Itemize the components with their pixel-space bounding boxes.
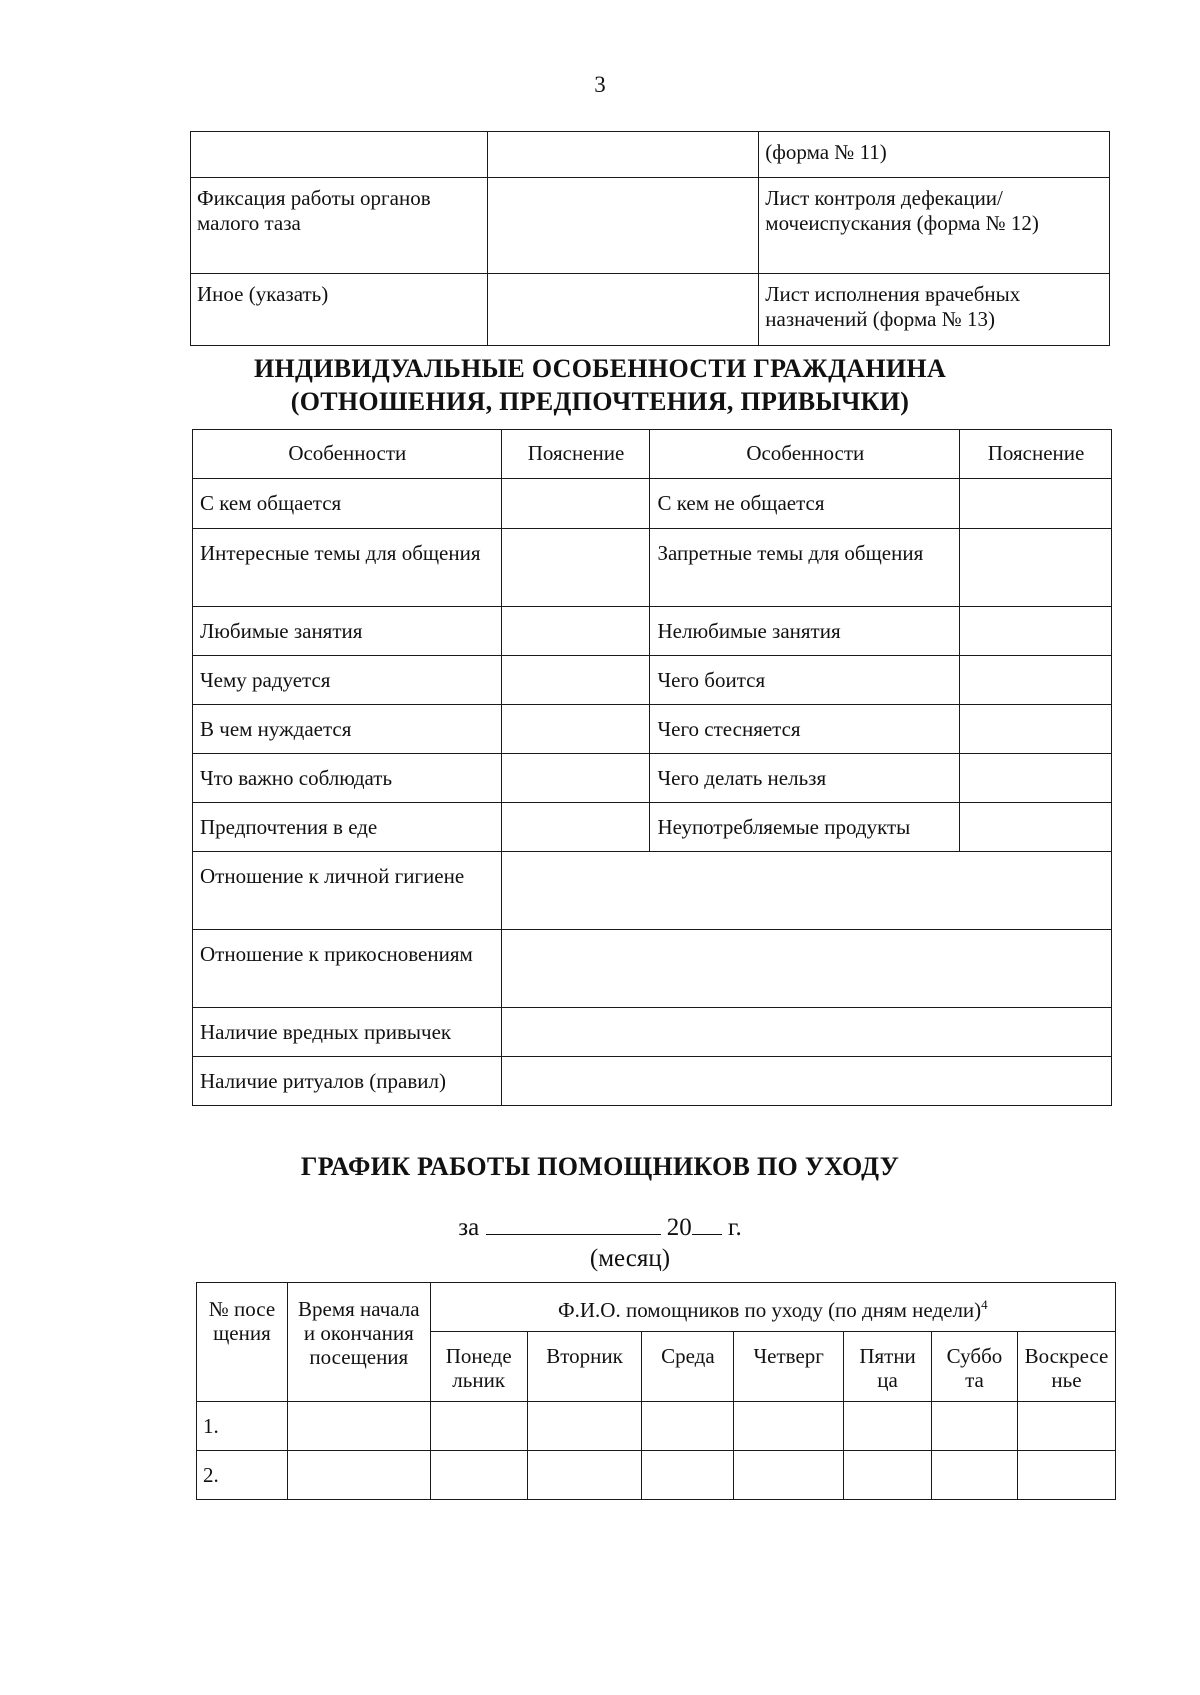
table-cell bbox=[287, 1451, 430, 1500]
table-header-row bbox=[193, 430, 1112, 479]
feature-label: Любимые занятия bbox=[193, 607, 502, 656]
schedule-heading: ГРАФИК РАБОТЫ ПОМОЩНИКОВ ПО УХОДУ bbox=[300, 1152, 900, 1181]
table-cell bbox=[487, 274, 759, 346]
feature-label: Запретные темы для общения bbox=[650, 529, 960, 607]
table-row bbox=[191, 178, 1110, 274]
group-header-text: Ф.И.О. помощников по уходу (по дням недели) bbox=[558, 1297, 982, 1322]
table-row bbox=[193, 1008, 1112, 1057]
feature-label: Чему радуется bbox=[193, 656, 502, 705]
feature-value bbox=[501, 803, 650, 852]
table-row bbox=[193, 705, 1112, 754]
table-cell bbox=[1017, 1451, 1115, 1500]
table-row bbox=[191, 274, 1110, 346]
column-header: Пояснение bbox=[960, 430, 1112, 479]
feature-label: Отношение к прикосновениям bbox=[193, 930, 502, 1008]
column-group-header bbox=[430, 1283, 1115, 1332]
month-blank bbox=[486, 1210, 661, 1235]
footnote-marker: 4 bbox=[981, 1296, 988, 1312]
table-cell bbox=[734, 1402, 844, 1451]
day-header bbox=[844, 1332, 932, 1402]
table-row bbox=[193, 1057, 1112, 1106]
feature-value bbox=[960, 529, 1112, 607]
feature-value bbox=[960, 754, 1112, 803]
features-heading-line1: ИНДИВИДУАЛЬНЫЕ ОСОБЕННОСТИ ГРАЖДАНИНА bbox=[253, 354, 947, 383]
feature-label: Чего стесняется bbox=[650, 705, 960, 754]
day-header bbox=[527, 1332, 642, 1402]
table-cell bbox=[527, 1402, 642, 1451]
period-suffix: г. bbox=[728, 1214, 742, 1241]
feature-label: Наличие ритуалов (правил) bbox=[193, 1057, 502, 1106]
table-cell bbox=[1017, 1402, 1115, 1451]
table-cell: Лист исполнения врачебных назначений (форма № 13) bbox=[759, 274, 1110, 346]
table-cell bbox=[642, 1451, 734, 1500]
day-header bbox=[932, 1332, 1018, 1402]
day-label: Понедельник bbox=[445, 1344, 512, 1392]
feature-value bbox=[501, 656, 650, 705]
feature-label: Интересные темы для общения bbox=[193, 529, 502, 607]
visit-time-header: Время начала и окончания посещения bbox=[298, 1297, 420, 1369]
table-cell bbox=[527, 1451, 642, 1500]
features-heading bbox=[0, 352, 1200, 418]
feature-label: Чего делать нельзя bbox=[650, 754, 960, 803]
period-caption: (месяц) bbox=[589, 1245, 671, 1272]
day-header bbox=[642, 1332, 734, 1402]
table-row bbox=[197, 1451, 1116, 1500]
table-cell: Иное (указать) bbox=[191, 274, 488, 346]
table-cell bbox=[844, 1402, 932, 1451]
visit-number: 1. bbox=[197, 1402, 288, 1451]
table-cell bbox=[844, 1451, 932, 1500]
day-label: Четверг bbox=[753, 1344, 824, 1368]
table-row bbox=[191, 132, 1110, 178]
feature-value bbox=[960, 479, 1112, 529]
feature-value bbox=[501, 705, 650, 754]
period-year: 20 bbox=[666, 1214, 692, 1241]
table-cell bbox=[642, 1402, 734, 1451]
day-label: Вторник bbox=[546, 1344, 623, 1368]
feature-label: Наличие вредных привычек bbox=[193, 1008, 502, 1057]
table-row bbox=[193, 529, 1112, 607]
column-header: Пояснение bbox=[501, 430, 650, 479]
feature-value bbox=[501, 479, 650, 529]
table-row bbox=[193, 656, 1112, 705]
table-cell: Фиксация работы органов малого таза bbox=[191, 178, 488, 274]
column-header: Особенности bbox=[193, 430, 502, 479]
table-row bbox=[197, 1402, 1116, 1451]
day-header bbox=[1017, 1332, 1115, 1402]
table-cell bbox=[430, 1451, 527, 1500]
table-row bbox=[193, 754, 1112, 803]
feature-label: Предпочтения в еде bbox=[193, 803, 502, 852]
schedule-table bbox=[196, 1282, 1116, 1500]
period-prefix: за bbox=[458, 1214, 480, 1241]
feature-value bbox=[960, 607, 1112, 656]
visit-number-header: № посещения bbox=[208, 1297, 276, 1345]
table-row bbox=[193, 852, 1112, 930]
table-cell bbox=[487, 178, 759, 274]
table-cell bbox=[487, 132, 759, 178]
features-heading-line2: (ОТНОШЕНИЯ, ПРЕДПОЧТЕНИЯ, ПРИВЫЧКИ) bbox=[290, 387, 910, 416]
table-cell bbox=[287, 1402, 430, 1451]
table-row bbox=[193, 607, 1112, 656]
table-header-row bbox=[197, 1283, 1116, 1332]
feature-label: Чего боится bbox=[650, 656, 960, 705]
column-header bbox=[287, 1283, 430, 1402]
period-line bbox=[0, 1210, 1200, 1242]
feature-label: С кем не общается bbox=[650, 479, 960, 529]
day-header bbox=[734, 1332, 844, 1402]
day-label: Воскресенье bbox=[1024, 1344, 1109, 1392]
feature-label: Отношение к личной гигиене bbox=[193, 852, 502, 930]
table-cell bbox=[191, 132, 488, 178]
day-label: Суббота bbox=[946, 1344, 1003, 1392]
feature-label: В чем нуждается bbox=[193, 705, 502, 754]
column-header: Особенности bbox=[650, 430, 960, 479]
page-number: 3 bbox=[594, 72, 606, 97]
table-cell bbox=[734, 1451, 844, 1500]
feature-value bbox=[501, 754, 650, 803]
feature-label: Неупотребляемые продукты bbox=[650, 803, 960, 852]
feature-value bbox=[501, 930, 1111, 1008]
day-label: Пятница bbox=[859, 1344, 916, 1392]
feature-value bbox=[501, 852, 1111, 930]
feature-value bbox=[501, 607, 650, 656]
day-label: Среда bbox=[661, 1344, 715, 1368]
table-cell bbox=[932, 1402, 1018, 1451]
table-cell: (форма № 11) bbox=[759, 132, 1110, 178]
table-row bbox=[193, 930, 1112, 1008]
table-cell bbox=[932, 1451, 1018, 1500]
year-blank bbox=[692, 1210, 722, 1235]
feature-value bbox=[501, 1008, 1111, 1057]
visit-number: 2. bbox=[197, 1451, 288, 1500]
top-continuation-table bbox=[190, 131, 1110, 346]
table-row bbox=[193, 803, 1112, 852]
feature-value bbox=[960, 656, 1112, 705]
column-header bbox=[197, 1283, 288, 1402]
feature-label: С кем общается bbox=[193, 479, 502, 529]
table-cell bbox=[430, 1402, 527, 1451]
feature-label: Нелюбимые занятия bbox=[650, 607, 960, 656]
features-table bbox=[192, 429, 1112, 1106]
table-row bbox=[193, 479, 1112, 529]
feature-value bbox=[501, 529, 650, 607]
feature-label: Что важно соблюдать bbox=[193, 754, 502, 803]
feature-value bbox=[501, 1057, 1111, 1106]
feature-value bbox=[960, 803, 1112, 852]
feature-value bbox=[960, 705, 1112, 754]
table-cell: Лист контроля дефекации/мочеиспускания (форма № 12) bbox=[759, 178, 1110, 274]
day-header bbox=[430, 1332, 527, 1402]
